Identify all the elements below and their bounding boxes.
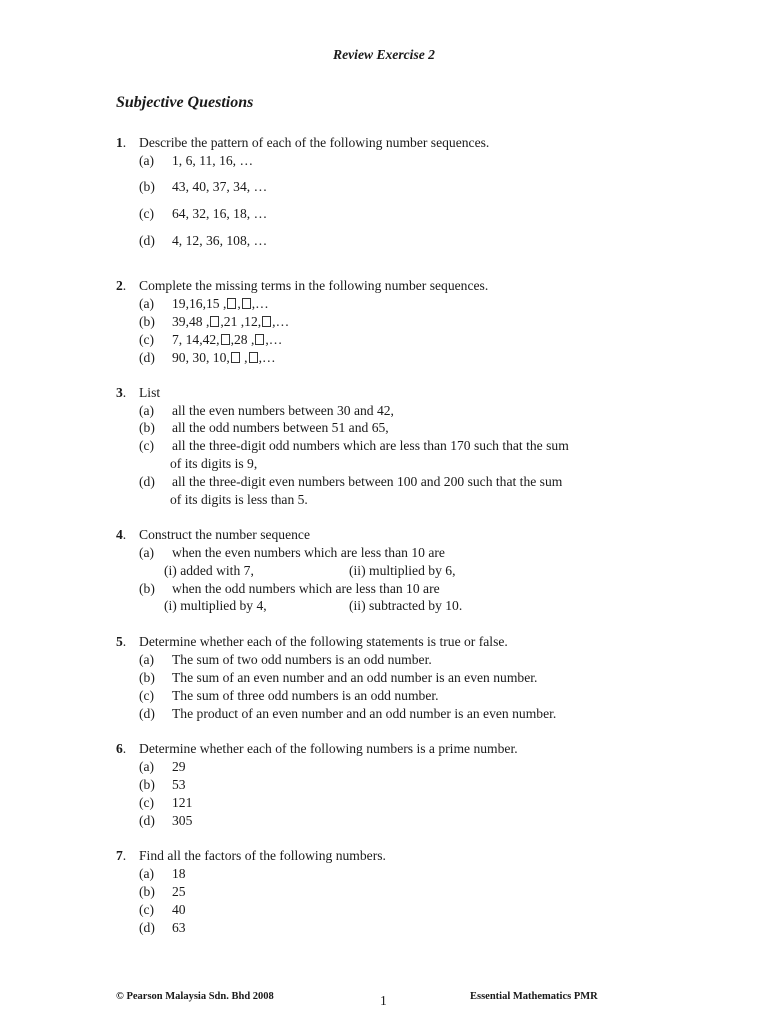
item-text: when the odd numbers which are less than 10 are <box>172 581 440 596</box>
item-text: all the odd numbers between 51 and 65, <box>172 420 389 435</box>
item-label: (b) <box>139 884 155 899</box>
question-number: 3 <box>116 385 123 400</box>
item-label: (c) <box>139 795 155 810</box>
question-text: Find all the factors of the following numbers. <box>139 848 386 863</box>
item-label: (d) <box>139 813 155 828</box>
question-text: Describe the pattern of each of the following number sequences. <box>139 135 490 150</box>
item-text: all the even numbers between 30 and 42, <box>172 403 394 418</box>
item-text: 305 <box>172 813 193 828</box>
page-title: Review Exercise 2 <box>333 47 435 62</box>
question-number: 7 <box>116 848 123 863</box>
item-label: (b) <box>139 314 155 329</box>
item-text: 63 <box>172 920 186 935</box>
item-text: 53 <box>172 777 186 792</box>
subitem-i: (i) multiplied by 4, <box>164 598 267 613</box>
question-number: 2 <box>116 278 123 293</box>
blank-box <box>231 352 240 363</box>
section-title: Subjective Questions <box>116 94 254 111</box>
question-text: List <box>139 385 161 400</box>
item-label: (a) <box>139 403 155 418</box>
footer-book-title: Essential Mathematics PMR <box>470 991 598 1002</box>
item-label: (b) <box>139 670 155 685</box>
item-label: (c) <box>139 438 155 453</box>
item-label: (c) <box>139 332 155 347</box>
item-text: all the three-digit odd numbers which are less than 170 such that the sum <box>172 438 569 453</box>
item-label: (b) <box>139 777 155 792</box>
item-text: all the three-digit even numbers between 100 and 200 such that the sum <box>172 474 563 489</box>
question-text: Complete the missing terms in the following number sequences. <box>139 278 489 293</box>
question-number: 4 <box>116 527 123 542</box>
item-text: when the even numbers which are less than 10 are <box>172 545 445 560</box>
question-text: Determine whether each of the following statements is true or false. <box>139 634 508 649</box>
subitem-i: (i) added with 7, <box>164 563 254 578</box>
item-text: 25 <box>172 884 186 899</box>
item-label: (d) <box>139 350 155 365</box>
item-text: 40 <box>172 902 186 917</box>
question-number: 1 <box>116 135 123 150</box>
blank-box <box>210 316 219 327</box>
item-text: 4, 12, 36, 108, … <box>172 233 268 248</box>
item-label: (a) <box>139 545 155 560</box>
subitem-ii: (ii) multiplied by 6, <box>349 563 456 578</box>
item-text: The sum of two odd numbers is an odd number. <box>172 652 432 667</box>
item-label: (b) <box>139 179 155 194</box>
sequence-with-blanks: 7, 14,42, ,28 , ,… <box>172 332 283 347</box>
subitem-ii: (ii) subtracted by 10. <box>349 598 463 613</box>
sequence-with-blanks: 90, 30, 10, , ,… <box>172 350 276 365</box>
item-text: 29 <box>172 759 186 774</box>
item-label: (d) <box>139 474 155 489</box>
item-label: (b) <box>139 581 155 596</box>
sequence-with-blanks: 19,16,15 , , ,… <box>172 296 269 311</box>
item-label: (a) <box>139 652 155 667</box>
blank-box <box>249 352 258 363</box>
item-text-continued: of its digits is less than 5. <box>170 492 308 507</box>
item-text: 18 <box>172 866 186 881</box>
blank-box <box>262 316 271 327</box>
page-number: 1 <box>380 993 387 1008</box>
blank-box <box>242 298 251 309</box>
footer-copyright: © Pearson Malaysia Sdn. Bhd 2008 <box>116 991 274 1002</box>
item-label: (a) <box>139 153 155 168</box>
question-text: Determine whether each of the following numbers is a prime number. <box>139 741 518 756</box>
item-label: (a) <box>139 866 155 881</box>
item-label: (c) <box>139 206 155 221</box>
item-label: (c) <box>139 688 155 703</box>
question-text: Construct the number sequence <box>139 527 311 542</box>
item-text: 1, 6, 11, 16, … <box>172 153 254 168</box>
item-text: The sum of an even number and an odd number is an even number. <box>172 670 538 685</box>
item-text-continued: of its digits is 9, <box>170 456 258 471</box>
item-label: (d) <box>139 920 155 935</box>
item-label: (b) <box>139 420 155 435</box>
item-label: (d) <box>139 706 155 721</box>
item-label: (d) <box>139 233 155 248</box>
sequence-with-blanks: 39,48 , ,21 ,12, ,… <box>172 314 290 329</box>
item-text: The product of an even number and an odd number is an even number. <box>172 706 557 721</box>
blank-box <box>255 334 264 345</box>
item-label: (a) <box>139 296 155 311</box>
question-number: 5 <box>116 634 123 649</box>
item-text: 121 <box>172 795 193 810</box>
item-text: 64, 32, 16, 18, … <box>172 206 268 221</box>
item-label: (a) <box>139 759 155 774</box>
item-label: (c) <box>139 902 155 917</box>
blank-box <box>221 334 230 345</box>
blank-box <box>227 298 236 309</box>
item-text: 43, 40, 37, 34, … <box>172 179 268 194</box>
question-number: 6 <box>116 741 123 756</box>
item-text: The sum of three odd numbers is an odd number. <box>172 688 439 703</box>
